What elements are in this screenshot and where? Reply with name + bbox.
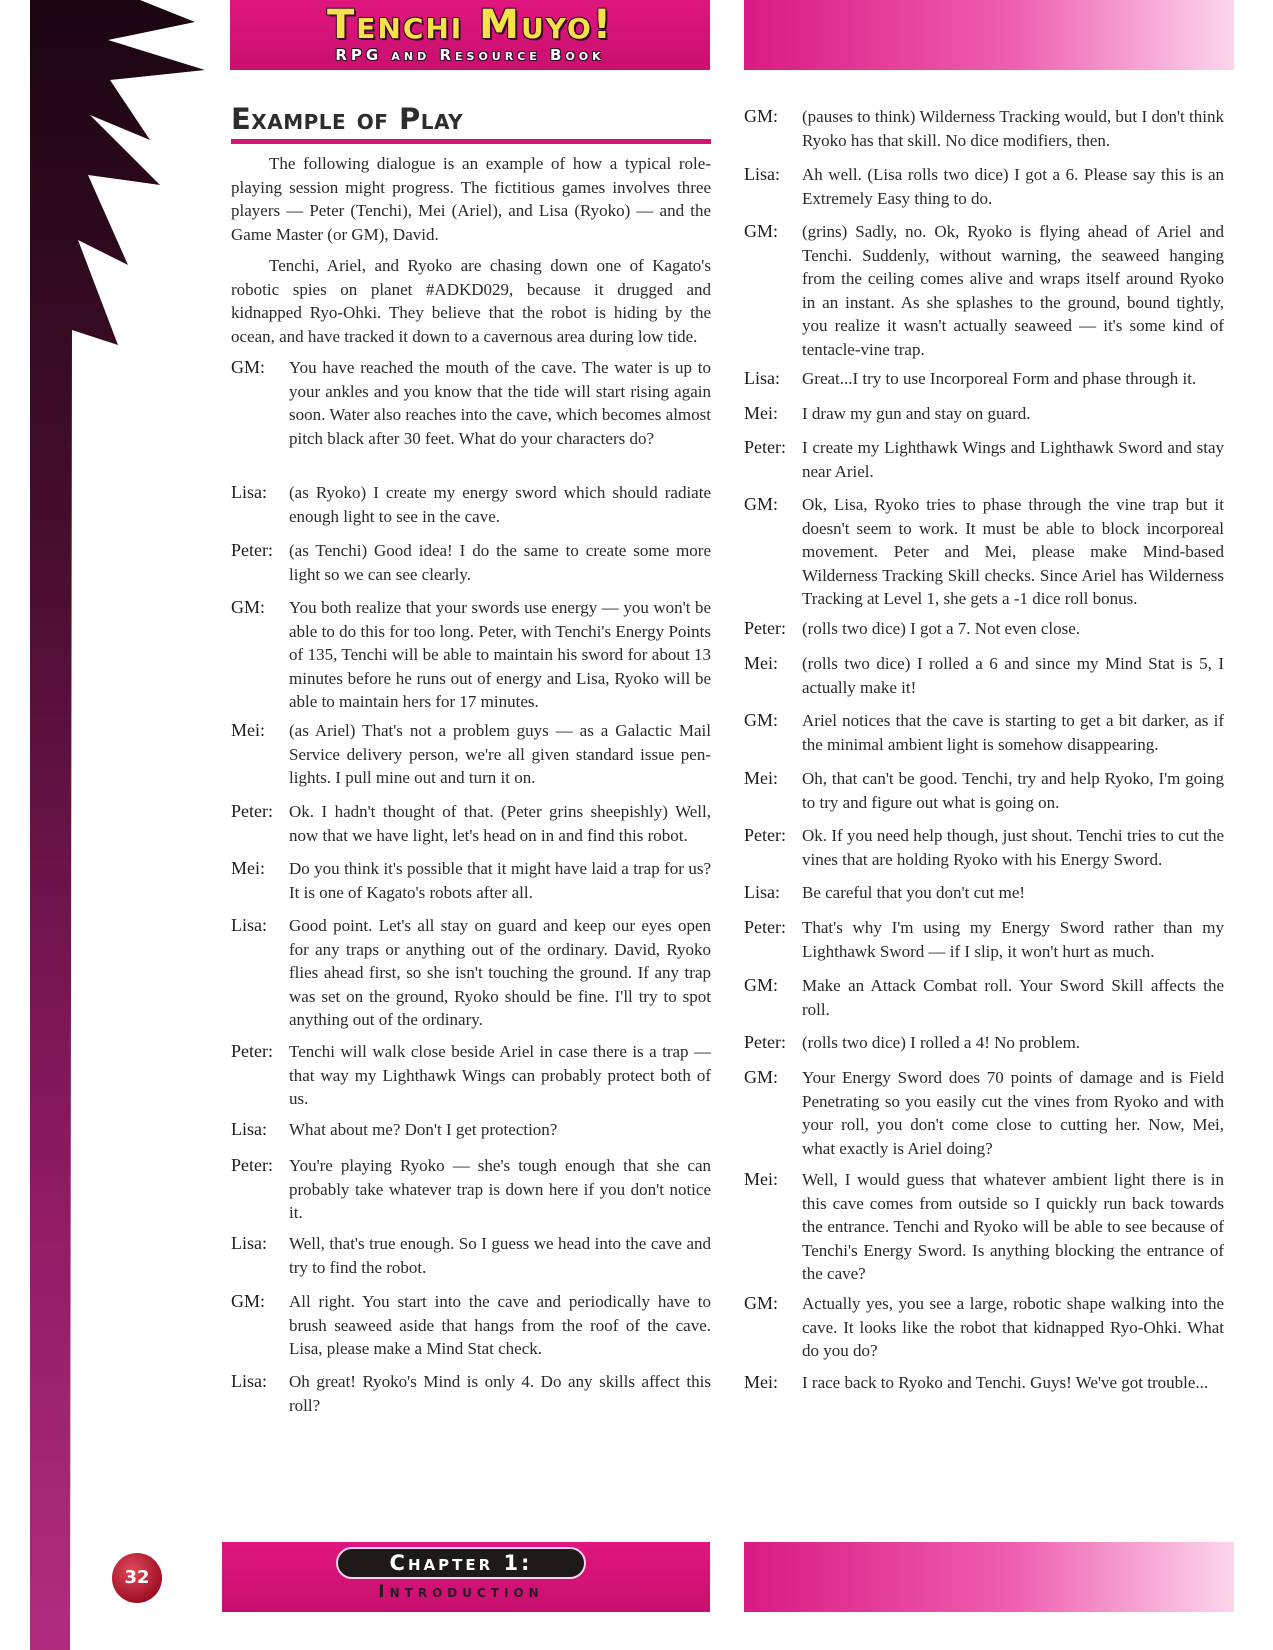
dialogue-text: (as Tenchi) Good idea! I do the same to create some more light so we can see clearly. xyxy=(289,541,711,584)
speaker-label: GM: xyxy=(744,221,779,241)
dialogue-line xyxy=(231,481,711,528)
dialogue-line xyxy=(744,709,1224,756)
speaker-label: GM: xyxy=(231,357,266,377)
speaker-label: Peter: xyxy=(231,540,273,560)
footer-bar-right xyxy=(744,1542,1234,1612)
chapter-name: Introduction xyxy=(378,1582,544,1602)
dialogue-line xyxy=(744,1168,1224,1286)
section-title: Example of Play xyxy=(231,102,464,136)
dialogue-text: (grins) Sadly, no. Ok, Ryoko is flying ahead of Ariel and Tenchi. Suddenly, without warning, the seaweed hanging from the ceiling comes alive and wraps itself around Ryoko in an instant. As she splashes to the ground, bound tightly, you realize it wasn't actually seaweed — it's some kind of tentacle-vine trap. xyxy=(802,222,1224,359)
dialogue-text: Well, that's true enough. So I guess we head into the cave and try to find the robot. xyxy=(289,1234,711,1277)
dialogue-line xyxy=(231,1154,711,1225)
speaker-label: GM: xyxy=(744,1067,779,1087)
speaker-label: Peter: xyxy=(231,1041,273,1061)
dialogue-text: Oh, that can't be good. Tenchi, try and help Ryoko, I'm going to try and figure out what is going on. xyxy=(802,769,1224,812)
speaker-label: Lisa: xyxy=(231,1119,267,1139)
dialogue-text: (rolls two dice) I rolled a 4! No problem. xyxy=(802,1033,1081,1052)
speaker-label: GM: xyxy=(231,1291,266,1311)
speaker-label: Lisa: xyxy=(231,1233,267,1253)
dialogue-line xyxy=(744,881,1224,905)
dialogue-line xyxy=(231,1232,711,1279)
dialogue-text: Tenchi will walk close beside Ariel in case there is a trap — that way my Lighthawk Wings can probably protect both of us. xyxy=(289,1042,711,1108)
speaker-label: Peter: xyxy=(744,1032,786,1052)
dialogue-line xyxy=(744,767,1224,814)
book-logo xyxy=(230,4,710,64)
speaker-label: Lisa: xyxy=(231,915,267,935)
speaker-label: Lisa: xyxy=(744,164,780,184)
dialogue-text: Great...I try to use Incorporeal Form and phase through it. xyxy=(802,369,1197,388)
speaker-label: Lisa: xyxy=(744,368,780,388)
speaker-label: Peter: xyxy=(231,801,273,821)
speaker-label: GM: xyxy=(231,597,266,617)
dialogue-line xyxy=(744,436,1224,483)
dialogue-line xyxy=(744,1066,1224,1160)
dialogue-line xyxy=(231,857,711,904)
dialogue-line xyxy=(231,356,711,450)
dialogue-line xyxy=(744,1292,1224,1363)
dialogue-line xyxy=(744,105,1224,152)
dialogue-line xyxy=(744,220,1224,361)
dialogue-line xyxy=(744,163,1224,210)
speaker-label: Mei: xyxy=(744,653,778,673)
dialogue-text: I create my Lighthawk Wings and Lighthawk Sword and stay near Ariel. xyxy=(802,438,1224,481)
header-bar-right xyxy=(744,0,1234,70)
dialogue-text: Good point. Let's all stay on guard and keep our eyes open for any traps or anything out of the ordinary. David, Ryoko flies ahead first, so she isn't touching the ground. If any trap was set on the ground, Ryoko should be fine. I'll try to spot anything out of the ordinary. xyxy=(289,916,711,1029)
dialogue-line xyxy=(231,596,711,714)
dialogue-line xyxy=(231,1040,711,1111)
page-number: 32 xyxy=(112,1553,162,1603)
dialogue-text: (as Ariel) That's not a problem guys — as a Galactic Mail Service delivery person, we're all given standard issue pen-lights. I pull mine out and turn it on. xyxy=(289,721,711,787)
dialogue-line xyxy=(231,1370,711,1417)
dialogue-text: (as Ryoko) I create my energy sword which should radiate enough light to see in the cave. xyxy=(289,483,711,526)
speaker-label: Peter: xyxy=(231,1155,273,1175)
dialogue-text: Ok. If you need help though, just shout. Tenchi tries to cut the vines that are holding Ryoko with his Energy Sword. xyxy=(802,826,1224,869)
speaker-label: Lisa: xyxy=(231,1371,267,1391)
speaker-label: GM: xyxy=(744,975,779,995)
speaker-label: GM: xyxy=(744,494,779,514)
dialogue-text: Well, I would guess that whatever ambient light there is in this cave comes from outside so I quickly run back towards the entrance. Tenchi and Ryoko will be able to see because of Tenchi's Energy Sword. Is anything blocking the entrance of the cave? xyxy=(802,1170,1224,1283)
dialogue-text: Ah well. (Lisa rolls two dice) I got a 6. Please say this is an Extremely Easy thing to do. xyxy=(802,165,1224,208)
dialogue-line xyxy=(231,1118,711,1142)
speaker-label: Mei: xyxy=(744,768,778,788)
dialogue-line xyxy=(231,719,711,790)
dialogue-text: You both realize that your swords use energy — you won't be able to do this for too long. Peter, with Tenchi's Energy Points of 135, Tenchi will be able to maintain his sword for about 13 minutes before he runs out of energy and Lisa, Ryoko will be able to maintain hers for 17 minutes. xyxy=(289,598,711,711)
speaker-label: Lisa: xyxy=(231,482,267,502)
dialogue-line xyxy=(744,824,1224,871)
dialogue-text: I race back to Ryoko and Tenchi. Guys! We've got trouble... xyxy=(802,1373,1209,1392)
dialogue-line xyxy=(744,617,1224,641)
dialogue-line xyxy=(231,800,711,847)
speaker-label: Mei: xyxy=(231,858,265,878)
dialogue-text: That's why I'm using my Energy Sword rather than my Lighthawk Sword — if I slip, it won't hurt as much. xyxy=(802,918,1224,961)
dialogue-text: I draw my gun and stay on guard. xyxy=(802,404,1031,423)
dialogue-line xyxy=(744,493,1224,611)
speaker-label: Mei: xyxy=(231,720,265,740)
speaker-label: GM: xyxy=(744,1293,779,1313)
dialogue-text: (rolls two dice) I rolled a 6 and since my Mind Stat is 5, I actually make it! xyxy=(802,654,1224,697)
dialogue-text: Do you think it's possible that it might have laid a trap for us? It is one of Kagato's robots after all. xyxy=(289,859,711,902)
dialogue-line xyxy=(744,367,1224,391)
speaker-label: GM: xyxy=(744,710,779,730)
dialogue-text: Ok. I hadn't thought of that. (Peter grins sheepishly) Well, now that we have light, let's head on in and find this robot. xyxy=(289,802,711,845)
dialogue-line xyxy=(744,916,1224,963)
dialogue-line xyxy=(744,1371,1224,1395)
dialogue-text: Ok, Lisa, Ryoko tries to phase through the vine trap but it doesn't seem to work. It must be able to block incorporeal movement. Peter and Mei, please make Mind-based Wilderness Tracking Skill checks. Since Ariel has Wilderness Tracking at Level 1, she gets a -1 dice roll bonus. xyxy=(802,495,1224,608)
dialogue-line xyxy=(231,539,711,586)
speaker-label: Mei: xyxy=(744,1169,778,1189)
dialogue-line xyxy=(744,652,1224,699)
speaker-label: Peter: xyxy=(744,917,786,937)
intro-paragraph: Tenchi, Ariel, and Ryoko are chasing down one of Kagato's robotic spies on planet #ADKD029, because it drugged and kidnapped Ryo-Ohki. They believe that the robot is hiding by the ocean, and have tracked it down to a cavernous area during low tide. xyxy=(231,256,711,346)
logo-title: Tenchi Muyo! xyxy=(326,2,614,48)
dialogue-text: Actually yes, you see a large, robotic shape walking into the cave. It looks like the robot that kidnapped Ryo-Ohki. What do you do? xyxy=(802,1294,1224,1360)
dialogue-text: All right. You start into the cave and periodically have to brush seaweed aside that hangs from the roof of the cave. Lisa, please make a Mind Stat check. xyxy=(289,1292,711,1358)
speaker-label: Lisa: xyxy=(744,882,780,902)
dialogue-line xyxy=(231,914,711,1032)
section-title-rule xyxy=(231,139,711,144)
speaker-label: Peter: xyxy=(744,618,786,638)
speaker-label: Peter: xyxy=(744,825,786,845)
logo-subtitle: RPG and Resource Book xyxy=(335,46,605,64)
dialogue-text: Be careful that you don't cut me! xyxy=(802,883,1026,902)
speaker-label: Mei: xyxy=(744,1372,778,1392)
dialogue-text: You have reached the mouth of the cave. The water is up to your ankles and you know that the tide will start rising again soon. Water also reaches into the cave, which becomes almost pitch black after 30 feet. What do your characters do? xyxy=(289,358,711,448)
decorative-spike-border xyxy=(0,0,230,1650)
intro-paragraph: The following dialogue is an example of how a typical role-playing session might progress. The fictitious games involves three players — Peter (Tenchi), Mei (Ariel), and Lisa (Ryoko) — and the Game Master (or GM), David. xyxy=(231,154,711,244)
dialogue-line xyxy=(744,402,1224,426)
dialogue-line xyxy=(744,974,1224,1021)
chapter-label: Chapter 1: xyxy=(336,1547,586,1579)
speaker-label: Mei: xyxy=(744,403,778,423)
dialogue-text: You're playing Ryoko — she's tough enough that she can probably take whatever trap is down here if you don't notice it. xyxy=(289,1156,711,1222)
dialogue-text: Ariel notices that the cave is starting to get a bit darker, as if the minimal ambient light is somehow disappearing. xyxy=(802,711,1224,754)
dialogue-text: (pauses to think) Wilderness Tracking would, but I don't think Ryoko has that skill. No dice modifiers, then. xyxy=(802,107,1224,150)
dialogue-text: Your Energy Sword does 70 points of damage and is Field Penetrating so you easily cut the vines from Ryoko and with your roll, you don't come close to cutting her. Now, Mei, what exactly is Ariel doing? xyxy=(802,1068,1224,1158)
dialogue-text: Oh great! Ryoko's Mind is only 4. Do any skills affect this roll? xyxy=(289,1372,711,1415)
dialogue-text: Make an Attack Combat roll. Your Sword Skill affects the roll. xyxy=(802,976,1224,1019)
dialogue-line xyxy=(744,1031,1224,1055)
speaker-label: GM: xyxy=(744,106,779,126)
dialogue-text: (rolls two dice) I got a 7. Not even close. xyxy=(802,619,1081,638)
speaker-label: Peter: xyxy=(744,437,786,457)
dialogue-text: What about me? Don't I get protection? xyxy=(289,1120,558,1139)
dialogue-line xyxy=(231,1290,711,1361)
